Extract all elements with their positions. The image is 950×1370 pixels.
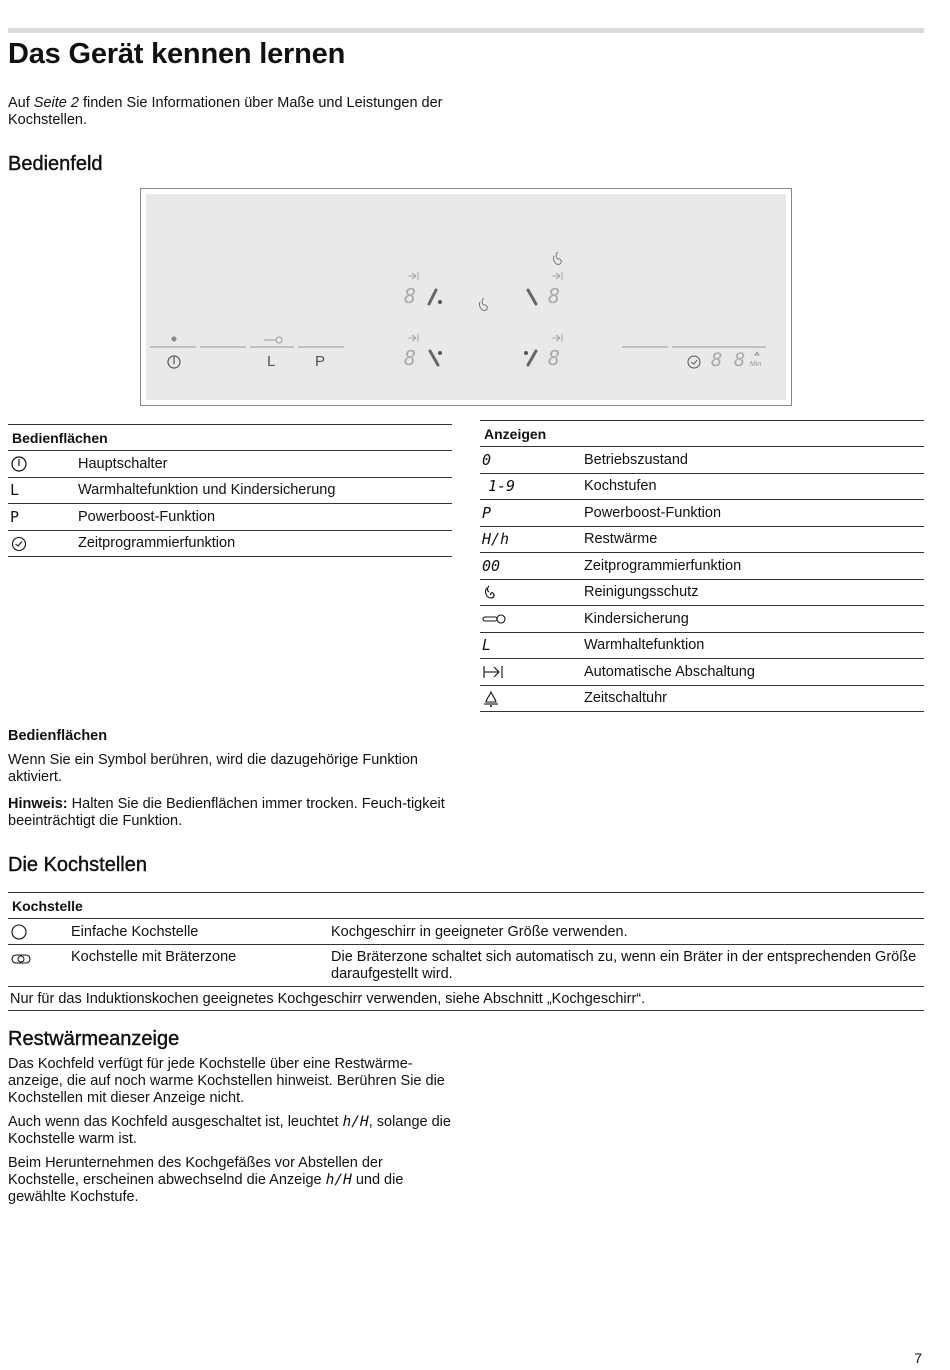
table-row: Einfache Kochstelle Kochgeschirr in geeigneter Größe verwenden. xyxy=(8,919,924,945)
residual-heat-symbol: H/h xyxy=(482,530,510,549)
table-row: 1-9 Kochstufen xyxy=(480,474,924,501)
table-row: L Warmhaltefunktion xyxy=(480,633,924,660)
display-min-label: Min xyxy=(750,361,762,368)
bedienflaechen-body: Wenn Sie ein Symbol berühren, wird die dazugehörige Funktion aktiviert. xyxy=(8,752,419,785)
section-kochstellen: Die Kochstellen xyxy=(8,854,147,876)
panel-powerboost-symbol: P xyxy=(315,353,326,370)
warm-symbol: L xyxy=(482,636,492,655)
display-timer-digits: 8 8 xyxy=(711,349,746,371)
warm-symbol: L xyxy=(10,481,20,500)
timer-display-symbol: 00 xyxy=(482,556,501,575)
panel-key-icon xyxy=(264,337,282,343)
section-bedienfeld: Bedienfeld xyxy=(8,153,103,175)
panel-timer-icon xyxy=(688,356,700,368)
page-title: Das Gerät kennen lernen xyxy=(8,38,346,70)
power-icon xyxy=(8,455,78,474)
restwaerme-paragraph-2: Auch wenn das Kochfeld ausgeschaltet ist, leuchtet h/H, solange die Kochstelle warm ist. xyxy=(8,1114,451,1147)
section-restwaerme: Restwärmeanzeige xyxy=(8,1028,180,1050)
powerboost-symbol: P xyxy=(10,507,20,526)
powerboost-symbol: P xyxy=(482,503,492,522)
display-digit-front-left: 8 xyxy=(404,284,417,308)
display-digit-front-right: 8 xyxy=(548,284,561,308)
power-levels-symbol: 1-9 xyxy=(488,477,516,496)
timer-icon xyxy=(8,534,78,553)
roaster-icon xyxy=(8,949,71,967)
circle-icon xyxy=(8,922,71,941)
table-row: Zeitprogrammierfunktion xyxy=(8,531,452,558)
table-header: Anzeigen xyxy=(480,421,924,447)
table-row: Kochstelle mit Bräterzone Die Bräterzone schaltet sich automatisch zu, wenn ein Bräter in der entsprechenden Größe daraufgestellt wird. xyxy=(8,945,924,987)
display-digit-rear-left: 8 xyxy=(404,346,417,370)
bedienflaechen-table xyxy=(8,424,452,557)
kochstelle-table xyxy=(8,892,924,1011)
display-digit-rear-right: 8 xyxy=(548,346,561,370)
table-row: Hauptschalter xyxy=(8,451,452,478)
anzeigen-table xyxy=(480,420,924,712)
bedienflaechen-heading: Bedienflächen xyxy=(8,728,108,744)
panel-power-icon xyxy=(168,356,180,368)
table-row: Kindersicherung xyxy=(480,606,924,633)
table-row: H/h Restwärme xyxy=(480,527,924,554)
operating-state-symbol: 0 xyxy=(482,450,492,469)
table-header: Bedienflächen xyxy=(8,425,452,451)
control-panel-illustration xyxy=(140,188,792,406)
table-row: L Warmhaltefunktion und Kindersicherung xyxy=(8,478,452,505)
table-row: P Powerboost-Funktion xyxy=(8,504,452,531)
bell-icon xyxy=(480,689,584,708)
table-row: 00 Zeitprogrammierfunktion xyxy=(480,553,924,580)
table-footer: Nur für das Induktionskochen geeignetes Kochgeschirr verwenden, siehe Abschnitt „Kochgeschirr“. xyxy=(8,987,924,1011)
key-icon xyxy=(480,610,584,628)
restwaerme-paragraph-3: Beim Herunternehmen des Kochgefäßes vor Abstellen der Kochstelle, erscheinen abwechselnd die Anzeige h/H und die gewählte Kochstufe. xyxy=(8,1155,404,1205)
intro-text: Auf Seite 2 finden Sie Informationen über Maße und Leistungen der Kochstellen. xyxy=(8,95,443,128)
page-number: 7 xyxy=(914,1350,922,1366)
top-rule xyxy=(8,28,924,33)
panel-warm-symbol: L xyxy=(267,353,276,370)
restwaerme-paragraph-1: Das Kochfeld verfügt für jede Kochstelle über eine Restwärme-anzeige, die auf noch warme Kochstellen hinweist. Berühren Sie die Kochstellen mit dieser Anzeige nicht. xyxy=(8,1056,445,1106)
table-row: Zeitschaltuhr xyxy=(480,686,924,713)
table-row: 0 Betriebszustand xyxy=(480,447,924,474)
table-header: Kochstelle xyxy=(8,893,924,919)
table-row: Reinigungsschutz xyxy=(480,580,924,607)
hint-text: Hinweis: Halten Sie die Bedienflächen immer trocken. Feuch-tigkeit beeinträchtigt die Funktion. xyxy=(8,796,445,829)
cleaning-hand-icon xyxy=(480,583,584,602)
table-row: Automatische Abschaltung xyxy=(480,659,924,686)
auto-off-icon xyxy=(480,663,584,681)
table-row: P Powerboost-Funktion xyxy=(480,500,924,527)
control-panel-graphic xyxy=(146,194,786,400)
